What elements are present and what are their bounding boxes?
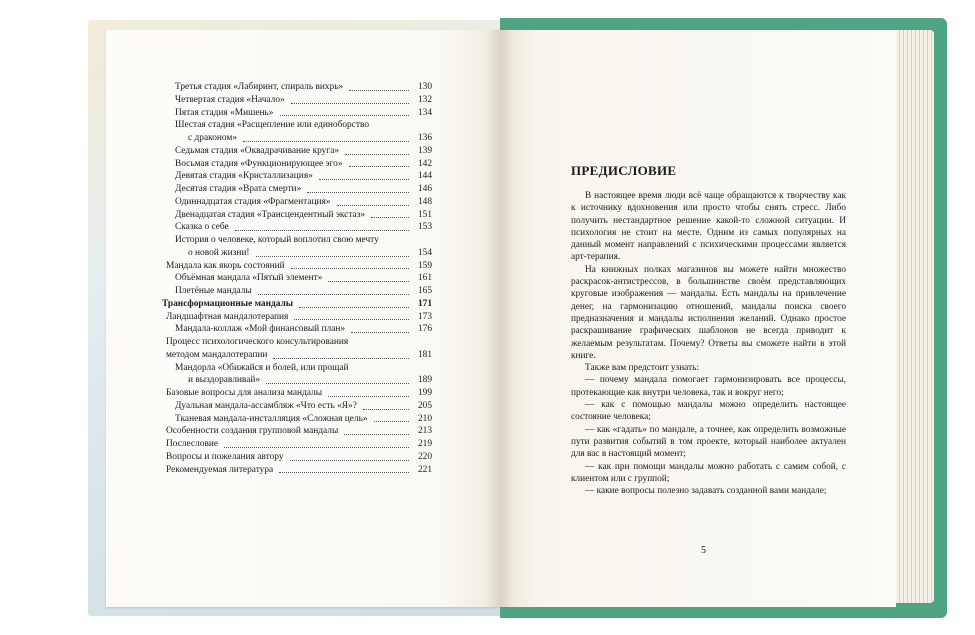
toc-entry-line — [162, 234, 432, 247]
toc-page-number: 176 — [417, 324, 432, 335]
toc-entry-text: Ландшафтная мандалотерапия — [166, 311, 289, 322]
toc-page-number: 159 — [417, 260, 432, 271]
toc-entry — [162, 425, 432, 438]
toc-page-number: 221 — [417, 464, 432, 475]
toc-page-number: 210 — [417, 413, 432, 424]
toc-entry — [162, 311, 432, 324]
toc-leader-dots — [290, 460, 409, 461]
toc-entry-line — [162, 362, 432, 375]
toc-page-number: 132 — [417, 94, 432, 105]
toc-entry — [162, 323, 432, 336]
toc-entry-text: Десятая стадия «Врата смерти» — [175, 184, 302, 194]
toc-leader-dots — [363, 409, 409, 410]
toc-entry-text: Двенадцатая стадия «Трансцендентный экстаз» — [175, 209, 366, 220]
preface-paragraph: — как «гадать» по мандале, а точнее, как определить возможные пути развития событий в том проекте, который наиболее актуален для вас в настоящий момент; — [571, 424, 846, 460]
toc-entry-text: Одиннадцатая стадия «Фрагментация» — [175, 196, 331, 207]
toc-leader-dots — [291, 268, 409, 269]
toc-leader-dots — [266, 383, 409, 384]
toc-entry-line — [162, 119, 432, 132]
toc-entry-text: Объёмная мандала «Пятый элемент» — [175, 273, 323, 284]
preface-paragraph: — какие вопросы полезно задавать созданной вами мандале; — [585, 486, 827, 497]
toc-entry-continuation: методом мандалотерапии — [166, 349, 268, 360]
toc-page-number: 219 — [417, 439, 432, 449]
toc-leader-dots — [235, 230, 409, 231]
page-number: 5 — [701, 545, 706, 556]
toc-entry — [162, 413, 432, 426]
toc-entry-text: Восьмая стадия «Функционирующее эго» — [175, 158, 343, 169]
table-of-contents — [162, 81, 432, 476]
toc-entry — [162, 400, 432, 413]
toc-page-number: 142 — [417, 158, 432, 169]
toc-entry-continuation: о новой жизни! — [188, 247, 250, 258]
toc-entry — [162, 298, 432, 311]
toc-leader-dots — [345, 154, 409, 155]
toc-leader-dots — [299, 307, 409, 308]
page-edges — [896, 30, 934, 603]
toc-leader-dots — [374, 421, 409, 422]
toc-leader-dots — [273, 358, 409, 359]
toc-page-number: 161 — [417, 273, 432, 284]
book-spine-shadow — [486, 30, 514, 607]
toc-page-number: 148 — [417, 196, 432, 207]
toc-leader-dots — [279, 472, 409, 473]
toc-page-number: 139 — [417, 145, 432, 156]
preface-paragraph: В настоящее время люди всё чаще обращаются к творчеству как к источнику вдохновения или просто чтобы снять стресс. Либо получить нестандартное решение какой-то сложной ситуации. И психология не стоит на месте. Одним из самых популярных на данный момент направлений с психическими процессами является арт-терапия. — [571, 191, 846, 263]
toc-entry — [162, 374, 432, 387]
toc-leader-dots — [294, 319, 409, 320]
toc-page-number: 173 — [417, 311, 432, 322]
toc-leader-dots — [258, 294, 409, 295]
toc-entry-text: Третья стадия «Лабиринт, спираль вихрь» — [175, 82, 344, 92]
toc-entry-text: Плетёные мандалы — [175, 286, 252, 296]
toc-entry — [162, 285, 432, 298]
toc-entry-text: Тканевая мандала-инсталляция «Сложная цель» — [175, 413, 368, 424]
toc-entry — [162, 81, 432, 94]
toc-leader-dots — [224, 447, 409, 448]
toc-entry — [162, 209, 432, 222]
toc-page-number: 189 — [417, 375, 432, 386]
toc-page-number: 165 — [417, 286, 432, 296]
toc-entry — [162, 438, 432, 451]
toc-entry-text: Четвертая стадия «Начало» — [175, 94, 285, 105]
toc-entry — [162, 451, 432, 464]
toc-page-number: 134 — [417, 107, 432, 118]
toc-entry-text: Трансформационные мандалы — [162, 298, 294, 309]
toc-entry-text: История о человеке, который воплотил свою мечту — [175, 235, 379, 245]
toc-entry-text: Седьмая стадия «Оквадрачивание круга» — [175, 145, 340, 156]
toc-entry-text: Особенности создания групповой мандалы — [166, 426, 339, 437]
toc-leader-dots — [351, 332, 409, 333]
toc-leader-dots — [337, 205, 409, 206]
toc-leader-dots — [280, 115, 410, 116]
preface-body — [571, 190, 846, 497]
toc-page-number: 146 — [417, 184, 432, 194]
toc-page-number: 151 — [417, 209, 432, 220]
toc-entry-text: Пятая стадия «Мишень» — [175, 107, 274, 118]
toc-entry-continuation: и выздоравливай» — [188, 375, 261, 386]
toc-entry-text: Дуальная мандала-ассамбляж «Что есть «Я»? — [175, 400, 357, 411]
toc-leader-dots — [349, 166, 409, 167]
toc-entry-text: Мандала-коллаж «Мой финансовый план» — [175, 324, 346, 335]
toc-page-number: 130 — [417, 82, 432, 92]
toc-entry-text: Мандорла «Обижайся и болей, или прощай — [175, 362, 349, 373]
toc-entry — [162, 387, 432, 400]
toc-page-number: 199 — [417, 388, 432, 398]
toc-leader-dots — [349, 90, 409, 91]
preface-paragraph: На книжных полках магазинов вы можете найти множество раскрасок-антистрессов, в большинстве своём представляющих круговые изображения — мандалы. Есть мандалы на привлечение денег, на гармонизацию отношений, мандалы поиска своего предназначения и мандалы исполнения желаний. Однако простое раскрашивание графических шаблонов не всегда приводит к желаемым результатам. Почему? Ответы вы сможете найти в этой книге. — [571, 264, 846, 361]
toc-leader-dots — [307, 192, 409, 193]
toc-leader-dots — [344, 434, 409, 435]
toc-entry — [162, 158, 432, 171]
toc-page-number: 154 — [417, 247, 432, 258]
toc-page-number: 136 — [417, 133, 432, 143]
toc-page-number: 144 — [417, 171, 432, 182]
toc-entry — [162, 94, 432, 107]
toc-entry — [162, 247, 432, 260]
toc-entry-text: Вопросы и пожелания автору — [166, 451, 284, 462]
toc-entry — [162, 107, 432, 120]
preface-paragraph: — почему мандала помогает гармонизировать все процессы, протекающие как внутри человека, так и вокруг него; — [571, 375, 846, 398]
toc-entry-text: Рекомендуемая литература — [166, 464, 274, 475]
toc-leader-dots — [291, 103, 409, 104]
toc-page-number: 171 — [417, 298, 432, 309]
toc-entry-text: Шестая стадия «Расщепление или единоборство — [175, 120, 370, 131]
toc-leader-dots — [371, 217, 409, 218]
toc-entry — [162, 196, 432, 209]
toc-entry-text: Послесловие — [166, 439, 219, 449]
toc-page-number: 205 — [417, 400, 432, 411]
toc-entry — [162, 260, 432, 273]
toc-entry — [162, 170, 432, 183]
toc-entry-text: Базовые вопросы для анализа мандалы — [166, 388, 323, 398]
toc-entry-text: Процесс психологического консультирования — [166, 337, 349, 347]
toc-entry-text: Сказка о себе — [175, 222, 229, 233]
toc-leader-dots — [256, 256, 409, 257]
preface-paragraph: — как при помощи мандалы можно работать с самим собой, с клиентом или с группой; — [571, 461, 846, 484]
preface-paragraph: Также вам предстоит узнать: — [585, 363, 699, 374]
toc-page-number: 153 — [417, 222, 432, 233]
toc-entry — [162, 464, 432, 477]
toc-entry — [162, 132, 432, 145]
toc-leader-dots — [319, 179, 409, 180]
toc-leader-dots — [243, 141, 409, 142]
toc-entry — [162, 221, 432, 234]
toc-entry — [162, 272, 432, 285]
preface-title: ПРЕДИСЛОВИЕ — [571, 163, 677, 178]
toc-entry-line — [162, 336, 432, 349]
toc-page-number: 213 — [417, 426, 432, 437]
toc-entry-text: Мандала как якорь состояний — [166, 260, 285, 271]
toc-entry — [162, 145, 432, 158]
toc-entry — [162, 349, 432, 362]
toc-entry — [162, 183, 432, 196]
preface-paragraph: — как с помощью мандалы можно определить настоящее состояние человека; — [571, 400, 846, 423]
toc-leader-dots — [328, 396, 409, 397]
toc-leader-dots — [328, 281, 409, 282]
toc-entry-text: Девятая стадия «Кристаллизация» — [175, 171, 313, 182]
toc-entry-continuation: с драконом» — [188, 133, 238, 143]
toc-page-number: 220 — [417, 451, 432, 462]
toc-page-number: 181 — [417, 349, 432, 360]
